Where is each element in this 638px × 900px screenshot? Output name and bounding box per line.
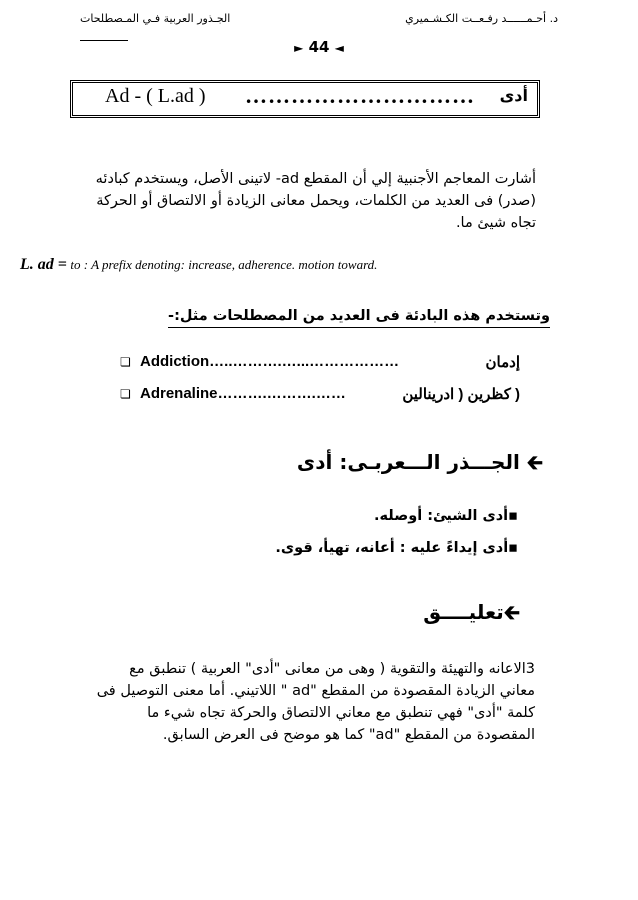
meaning-text: أدى إيداءً عليه : أعانه، تهيأ، قوى. xyxy=(275,540,509,556)
list-item xyxy=(120,385,520,407)
term-english: Addiction…..……….…...……………… xyxy=(140,353,400,370)
terms-intro: وتستخدم هذه البادئة فى العديد من المصطلحات مثل:- xyxy=(168,308,550,328)
root-heading xyxy=(297,448,543,482)
latin-definition-text: to : A prefix denoting: increase, adherence. motion toward. xyxy=(70,257,378,272)
term-english: Adrenaline……….……….…… xyxy=(140,385,346,402)
page-number: 44 xyxy=(308,38,330,56)
arrow-left-icon: 🡰 xyxy=(503,600,520,624)
left-pointer-icon: ◄ xyxy=(334,41,344,55)
square-bullet-icon: ▪ xyxy=(508,540,518,556)
list-item xyxy=(120,353,520,375)
latin-definition xyxy=(20,256,377,274)
comment-heading-text: تعليــــق xyxy=(423,600,504,624)
title-arabic: أدى xyxy=(499,86,528,105)
meaning-item xyxy=(374,508,518,524)
right-pointer-icon: ► xyxy=(294,41,304,55)
latin-label: L. ad = xyxy=(20,256,67,273)
header-book-title: الجـذور العربية فـي المـصطلحات xyxy=(80,12,231,25)
comment-heading xyxy=(423,598,520,632)
header-author: د. أحـمــــــد رفـعــت الكـشـميري xyxy=(405,12,558,25)
definition-paragraph: أشارت المعاجم الأجنبية إلي أن المقطع ad- لاتينى الأصل، ويستخدم كبادئه (صدر) فى العديد من الكلمات، ويحمل معانى الزيادة أو الالتصاق أو الحركة تجاه شيئ ما. xyxy=(95,171,536,231)
arrow-left-icon: 🡰 xyxy=(526,450,543,474)
root-heading-text: الجـــذر الـــعربـى: أدى xyxy=(296,450,520,474)
term-arabic: إدمان xyxy=(485,354,520,371)
comment-paragraph: 3الاعانه والتهيئة والتقوية ( وهى من معانى "أدى" العربية ) تنطبق مع معاني الزيادة المقصودة من المقطع "ad " اللاتيني. أما معنى التوصيل فى كلمة "أدى" فهي تنطبق مع معاني الالتصاق والحركة تجاه شيء ما المقصودة من المقطع "ad" كما هو موضح فى العرض السابق. xyxy=(96,661,535,743)
term-arabic: ( كظرين ( ادرينالين xyxy=(402,386,520,403)
title-dots: ………………………… xyxy=(245,83,475,108)
checkbox-bullet-icon: ❏ xyxy=(120,387,131,401)
title-latin: Ad - ( L.ad ) xyxy=(105,85,206,107)
meaning-text: أدى الشيئ: أوصله. xyxy=(373,508,509,524)
checkbox-bullet-icon: ❏ xyxy=(120,355,131,369)
meaning-item xyxy=(275,540,518,556)
page-number-block xyxy=(0,38,638,56)
square-bullet-icon: ▪ xyxy=(508,508,518,524)
